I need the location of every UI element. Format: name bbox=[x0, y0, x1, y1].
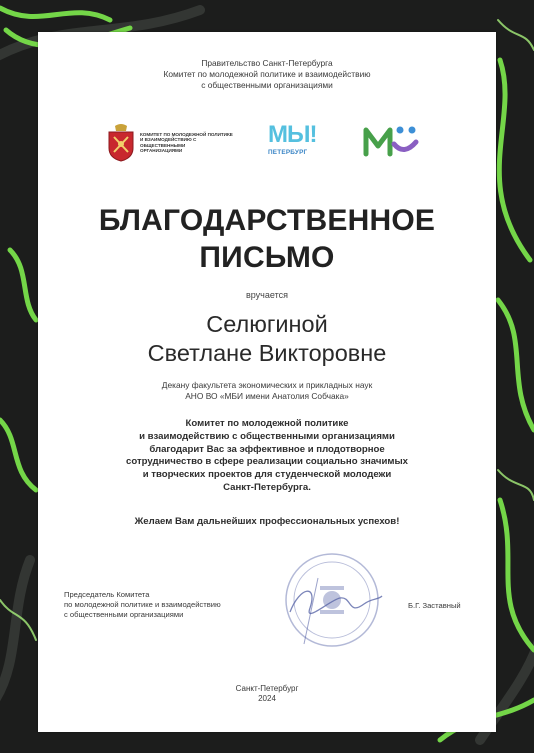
gratitude-text bbox=[38, 418, 496, 495]
place-and-year bbox=[38, 684, 496, 704]
certificate-title bbox=[38, 202, 496, 276]
footer-city: Санкт-Петербург bbox=[235, 684, 299, 693]
committee-logo bbox=[106, 122, 236, 164]
title-line: ПИСЬМО bbox=[199, 241, 335, 274]
committee-logo-line: И ВЗАИМОДЕЙСТВИЮ С ОБЩЕСТВЕННЫМИ bbox=[140, 137, 197, 148]
recipient-position bbox=[38, 380, 496, 402]
body-line: и взаимодействию с общественными организациями bbox=[139, 430, 395, 442]
signatory-name: Б.Г. Заставный bbox=[408, 601, 461, 610]
official-stamp-and-signature bbox=[260, 538, 390, 668]
body-line: и творческих проектов для студенческой молодежи bbox=[142, 469, 392, 481]
wish-text: Желаем Вам дальнейших профессиональных успехов! bbox=[134, 516, 400, 527]
recipient-name bbox=[38, 310, 496, 368]
body-line: Комитет по молодежной политике bbox=[185, 418, 349, 429]
signatory-title-line: Председатель Комитета bbox=[64, 590, 150, 599]
body-line: Санкт-Петербурга. bbox=[223, 481, 311, 493]
committee-logo-line: ОРГАНИЗАЦИЯМИ bbox=[140, 148, 183, 154]
my-logo-caption: ПЕТЕРБУРГ bbox=[268, 149, 308, 156]
signatory-title-line: по молодежной политике и взаимодействию bbox=[64, 600, 221, 609]
my-logo-mark: МЫ! bbox=[268, 121, 317, 148]
coat-of-arms-icon bbox=[106, 122, 136, 162]
recipient-given-names: Светлане Викторовне bbox=[147, 340, 387, 366]
certificate-sheet bbox=[38, 32, 496, 732]
recipient-surname: Селюгиной bbox=[206, 311, 328, 337]
header-line: с общественными организациями bbox=[201, 80, 333, 90]
presented-label: вручается bbox=[246, 290, 288, 300]
body-line: сотрудничество в сфере реализации социально значимых bbox=[126, 456, 408, 468]
body-line: благодарит Вас за эффективное и плодотворное bbox=[149, 443, 385, 455]
signatory-title bbox=[64, 590, 221, 620]
m-smile-logo-icon bbox=[360, 120, 422, 160]
header-line: Правительство Санкт-Петербурга bbox=[201, 58, 333, 68]
committee-logo-line: КОМИТЕТ ПО МОЛОДЕЖНОЙ ПОЛИТИКЕ bbox=[140, 132, 233, 137]
footer-year: 2024 bbox=[258, 694, 276, 703]
title-line: БЛАГОДАРСТВЕННОЕ bbox=[98, 204, 436, 237]
position-line: Декану факультета экономических и прикладных наук bbox=[161, 380, 373, 390]
signatory-title-line: с общественными организациями bbox=[64, 610, 184, 619]
my-peterburg-logo bbox=[266, 122, 326, 162]
government-header bbox=[38, 58, 496, 91]
header-line: Комитет по молодежной политике и взаимодействию bbox=[163, 69, 371, 79]
position-line: АНО ВО «МБИ имени Анатолия Собчака» bbox=[185, 391, 349, 401]
